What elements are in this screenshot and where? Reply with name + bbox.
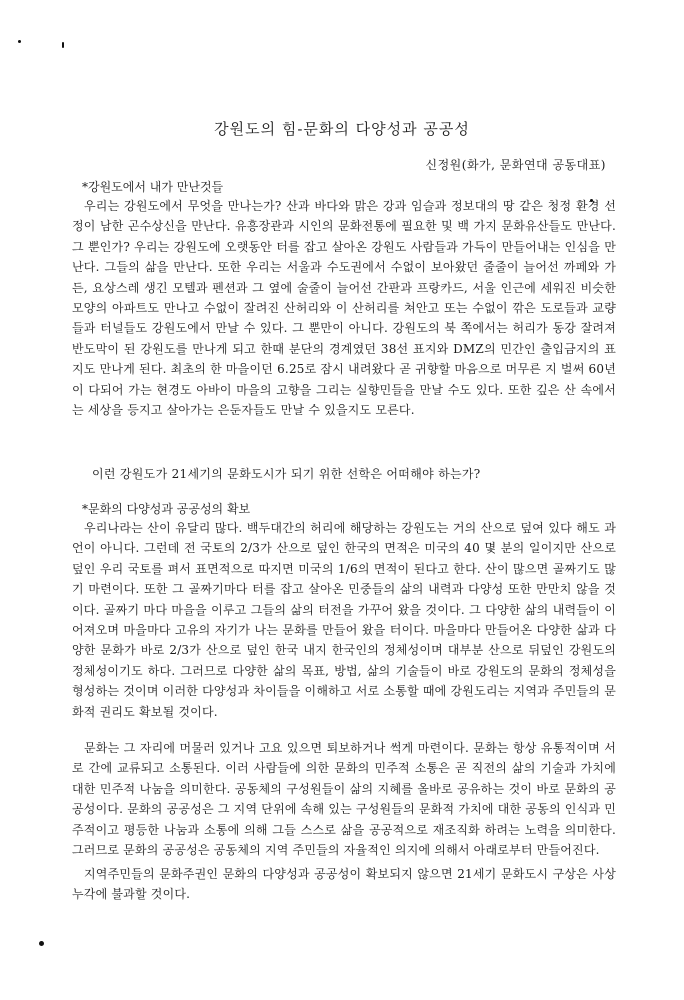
body-paragraph: 우리는 강원도에서 무엇을 만나는가? 산과 바다와 맑은 강과 임슬과 정보대의 땅 같은 청정 환경 선정이 남한 곤수상신을 만난다. 유흥장관과 시인의 문화전통에 필요한 및 백 가지 문화유산들도 만난다. 그 뿐인가? 우리는 강원도에 오랫동안 터를 잡고 살아온 강원도 사람들과 가득이 만들어내는 인심을 만난다. 그들의 삶을 만난다. 또한 우리는 서울과 수도권에서 수없이 보아왔던 줄줄이 늘어선 까페와 가든, 요상스레 생긴 모텔과 펜션과 그 옆에 술줄이 늘어선 간판과 프랑카드, 서울 인근에 세워진 비슷한 모양의 아파트도 만나고 수없이 잘려진 산허리와 이 산허리를 쳐안고 또는 수없이 깎은 도로들과 교량들과 터널들도 강원도에서 만날 수 있다. 그 뿐만이 아니다. 강원도의 북 쪽에서는 허리가 동강 잘려져 반도막이 된 강원도를 만나게 되고 한때 분단의 경계였던 38선 표지와 DMZ의 민간인 출입금지의 표지도 만나게 된다. 최초의 한 마을이던 6.25로 잠시 내려왔다 곧 귀향할 마음으로 머무른 지 벌써 60년이 다되어 가는 현경도 아바이 마을의 고향을 그리는 실향민들을 만날 수도 있다. 또한 깊은 산 속에서는 세상을 등지고 살아가는 은둔자들도 만날 수 있을지도 모른다. <box>72 199 616 418</box>
document-title: 강원도의 힘-문화의 다양성과 공공성 <box>214 120 470 138</box>
section-heading: *강원도에서 내가 만난것들 <box>82 180 224 194</box>
body-paragraph: 우리나라는 산이 유달리 많다. 백두대간의 허리에 해당하는 강원도는 거의 산으로 덮여 있다 해도 과언이 아니다. 그런데 전 국토의 2/3가 산으로 덮인 한국의 면적은 미국의 40 몇 분의 일이지만 산으로 덮인 우리 국토를 펴서 표면적으로 따지면 미국의 1/6의 면적이 된다고 한다. 산이 많으면 골짜기도 많기 마련이다. 또한 그 골짜기마다 터를 잡고 살아온 민중들의 삶의 내력과 다양성 또한 만만치 않을 것이다. 골짜기 마다 마을을 이루고 그들의 삶의 터전을 가꾸어 왔을 것이다. 그 다양한 삶의 내력들이 이어져오며 마을마다 고유의 자기가 나는 문화를 만들어 왔을 터이다. 마을마다 만들어온 다양한 삶과 다양한 문화가 바로 2/3가 산으로 덮인 한국 내지 한국인의 정체성이며 대부분 산으로 뒤덮인 강원도의 정체성이기도 하다. 그러므로 다양한 삶의 목표, 방법, 삶의 기술들이 바로 강원도의 문화의 정체성을 형성하는 것이며 이러한 다양성과 차이들을 이해하고 서로 소통할 때에 강원도리는 지역과 주민들의 문화적 권리도 확보될 것이다. <box>72 521 616 719</box>
body-paragraph: 문화는 그 자리에 머물러 있거나 고요 있으면 퇴보하거나 썩게 마련이다. 문화는 항상 유통적이며 서로 간에 교류되고 소통된다. 이러 사람들에 의한 문화의 민주적 소통은 곧 직전의 삶의 기술과 가치에 대한 민주적 나눔을 의미한다. 공동체의 구성원들이 삶의 지혜를 올바로 공유하는 것이 바로 문화의 공공성이다. 문화의 공공성은 그 지역 단위에 속해 있는 구성원들의 문화적 가치에 대한 공동의 인식과 민주적이고 평등한 나눔과 소통에 의해 그들 스스로 삶을 공공적으로 재조직화 하려는 노력을 의미한다. 그러므로 문화의 공공성은 공동체의 지역 주민들의 자율적인 의지에 의해서 아래로부터 만들어진다. <box>72 741 616 858</box>
document-author: 신정원(화가, 문화연대 공동대표) <box>425 158 606 172</box>
scan-speck <box>62 42 64 48</box>
section-heading: *문화의 다양성과 공공성의 확보 <box>82 502 251 516</box>
scan-speck <box>18 40 21 43</box>
section-question: 이런 강원도가 21세기의 문화도시가 되기 위한 선학은 어떠해야 하는가? <box>92 467 481 481</box>
scan-speck <box>39 941 44 946</box>
body-paragraph: 지역주민들의 문화주권인 문화의 다양성과 공공성이 확보되지 않으면 21세기 문화도시 구상은 사상누각에 불과할 것이다. <box>72 867 616 902</box>
